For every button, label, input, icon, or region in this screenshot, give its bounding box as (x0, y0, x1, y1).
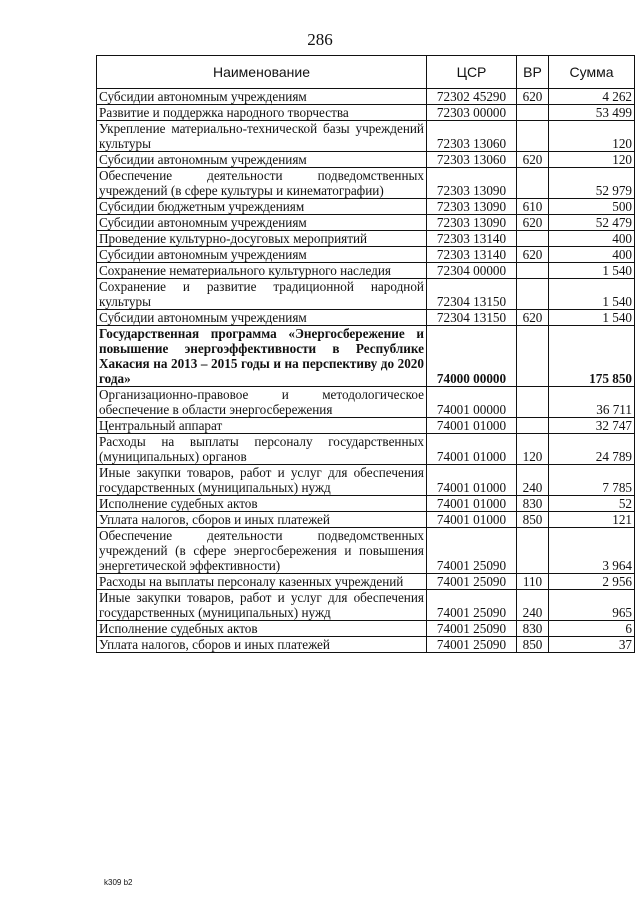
row-csr: 72304 13150 (427, 279, 517, 310)
table-row (97, 434, 635, 465)
row-sum: 37 (549, 637, 635, 653)
table-row (97, 590, 635, 621)
row-csr: 72304 13150 (427, 310, 517, 326)
row-vr (517, 231, 549, 247)
row-vr (517, 263, 549, 279)
row-name: Государственная программа «Энергосбережение и повышение энергоэффективности в Республике Хакасия на 2013 – 2015 годы и на перспективу до 2020 года» (97, 326, 427, 387)
row-csr: 74001 01000 (427, 434, 517, 465)
row-csr: 72303 13060 (427, 121, 517, 152)
row-name: Исполнение судебных актов (97, 621, 427, 637)
row-vr: 850 (517, 512, 549, 528)
row-csr: 72303 13140 (427, 247, 517, 263)
row-csr: 72303 13090 (427, 168, 517, 199)
header-csr: ЦСР (427, 56, 517, 89)
row-name: Обеспечение деятельности подведомственных учреждений (в сфере энергосбережения и повышения энергетической эффективности) (97, 528, 427, 574)
table-row (97, 89, 635, 105)
header-sum: Сумма (549, 56, 635, 89)
row-csr: 74001 25090 (427, 621, 517, 637)
table-row (97, 247, 635, 263)
row-csr: 74001 01000 (427, 496, 517, 512)
row-csr: 72304 00000 (427, 263, 517, 279)
table-row (97, 496, 635, 512)
row-csr: 72303 13090 (427, 199, 517, 215)
row-vr: 620 (517, 215, 549, 231)
row-name: Сохранение нематериального культурного наследия (97, 263, 427, 279)
row-name: Расходы на выплаты персоналу государственных (муниципальных) органов (97, 434, 427, 465)
row-name: Субсидии автономным учреждениям (97, 310, 427, 326)
row-sum: 965 (549, 590, 635, 621)
row-csr: 74000 00000 (427, 326, 517, 387)
table-row (97, 121, 635, 152)
table-row (97, 310, 635, 326)
row-csr: 72302 45290 (427, 89, 517, 105)
row-name: Уплата налогов, сборов и иных платежей (97, 637, 427, 653)
table-row (97, 263, 635, 279)
row-sum: 175 850 (549, 326, 635, 387)
header-vr: ВР (517, 56, 549, 89)
row-csr: 72303 13090 (427, 215, 517, 231)
row-vr (517, 418, 549, 434)
row-sum: 52 979 (549, 168, 635, 199)
row-sum: 1 540 (549, 279, 635, 310)
row-sum: 121 (549, 512, 635, 528)
row-sum: 1 540 (549, 310, 635, 326)
row-vr: 850 (517, 637, 549, 653)
row-vr (517, 326, 549, 387)
row-sum: 4 262 (549, 89, 635, 105)
row-name: Субсидии бюджетным учреждениям (97, 199, 427, 215)
row-vr: 120 (517, 434, 549, 465)
row-name: Иные закупки товаров, работ и услуг для обеспечения государственных (муниципальных) нужд (97, 590, 427, 621)
row-name: Уплата налогов, сборов и иных платежей (97, 512, 427, 528)
row-vr: 610 (517, 199, 549, 215)
row-sum: 52 (549, 496, 635, 512)
row-vr (517, 168, 549, 199)
row-sum: 120 (549, 121, 635, 152)
row-name: Центральный аппарат (97, 418, 427, 434)
table-row (97, 152, 635, 168)
table-row (97, 387, 635, 418)
table-row (97, 199, 635, 215)
row-vr: 830 (517, 496, 549, 512)
row-vr: 240 (517, 590, 549, 621)
row-vr: 620 (517, 89, 549, 105)
row-sum: 36 711 (549, 387, 635, 418)
row-vr: 620 (517, 152, 549, 168)
row-csr: 74001 25090 (427, 590, 517, 621)
row-name: Укрепление материально-технической базы учреждений культуры (97, 121, 427, 152)
row-name: Сохранение и развитие традиционной народной культуры (97, 279, 427, 310)
row-name: Исполнение судебных актов (97, 496, 427, 512)
page-number: 286 (307, 30, 333, 49)
table-row (97, 105, 635, 121)
row-vr (517, 528, 549, 574)
table-row (97, 574, 635, 590)
row-csr: 72303 13140 (427, 231, 517, 247)
table-row (97, 512, 635, 528)
row-sum: 32 747 (549, 418, 635, 434)
row-vr (517, 279, 549, 310)
row-vr: 620 (517, 310, 549, 326)
row-vr (517, 387, 549, 418)
row-name: Обеспечение деятельности подведомственных учреждений (в сфере культуры и кинематографии) (97, 168, 427, 199)
row-sum: 400 (549, 231, 635, 247)
table-row (97, 637, 635, 653)
row-vr: 110 (517, 574, 549, 590)
row-vr (517, 105, 549, 121)
row-csr: 74001 00000 (427, 387, 517, 418)
table-row (97, 168, 635, 199)
row-name: Иные закупки товаров, работ и услуг для обеспечения государственных (муниципальных) нужд (97, 465, 427, 496)
row-sum: 400 (549, 247, 635, 263)
row-sum: 52 479 (549, 215, 635, 231)
row-sum: 500 (549, 199, 635, 215)
row-csr: 74001 25090 (427, 574, 517, 590)
row-vr (517, 121, 549, 152)
table-row (97, 215, 635, 231)
row-sum: 2 956 (549, 574, 635, 590)
row-sum: 6 (549, 621, 635, 637)
row-csr: 74001 01000 (427, 465, 517, 496)
row-sum: 3 964 (549, 528, 635, 574)
row-sum: 120 (549, 152, 635, 168)
row-name: Организационно-правовое и методологическое обеспечение в области энергосбережения (97, 387, 427, 418)
row-name: Расходы на выплаты персоналу казенных учреждений (97, 574, 427, 590)
table-row (97, 231, 635, 247)
table-row (97, 621, 635, 637)
row-name: Субсидии автономным учреждениям (97, 89, 427, 105)
row-vr: 830 (517, 621, 549, 637)
row-csr: 74001 25090 (427, 528, 517, 574)
table-row-program (97, 326, 635, 387)
row-csr: 72303 00000 (427, 105, 517, 121)
footer-code: k309 b2 (104, 878, 133, 887)
row-name: Субсидии автономным учреждениям (97, 152, 427, 168)
table-header-row (97, 56, 635, 89)
row-vr: 620 (517, 247, 549, 263)
row-sum: 1 540 (549, 263, 635, 279)
row-name: Проведение культурно-досуговых мероприятий (97, 231, 427, 247)
row-sum: 7 785 (549, 465, 635, 496)
row-csr: 74001 25090 (427, 637, 517, 653)
row-csr: 72303 13060 (427, 152, 517, 168)
row-sum: 53 499 (549, 105, 635, 121)
table-row (97, 465, 635, 496)
budget-table (96, 55, 635, 653)
row-name: Субсидии автономным учреждениям (97, 247, 427, 263)
row-name: Развитие и поддержка народного творчества (97, 105, 427, 121)
row-sum: 24 789 (549, 434, 635, 465)
row-name: Субсидии автономным учреждениям (97, 215, 427, 231)
row-vr: 240 (517, 465, 549, 496)
table-row (97, 279, 635, 310)
row-csr: 74001 01000 (427, 418, 517, 434)
header-name: Наименование (97, 56, 427, 89)
table-row (97, 418, 635, 434)
row-csr: 74001 01000 (427, 512, 517, 528)
table-row (97, 528, 635, 574)
